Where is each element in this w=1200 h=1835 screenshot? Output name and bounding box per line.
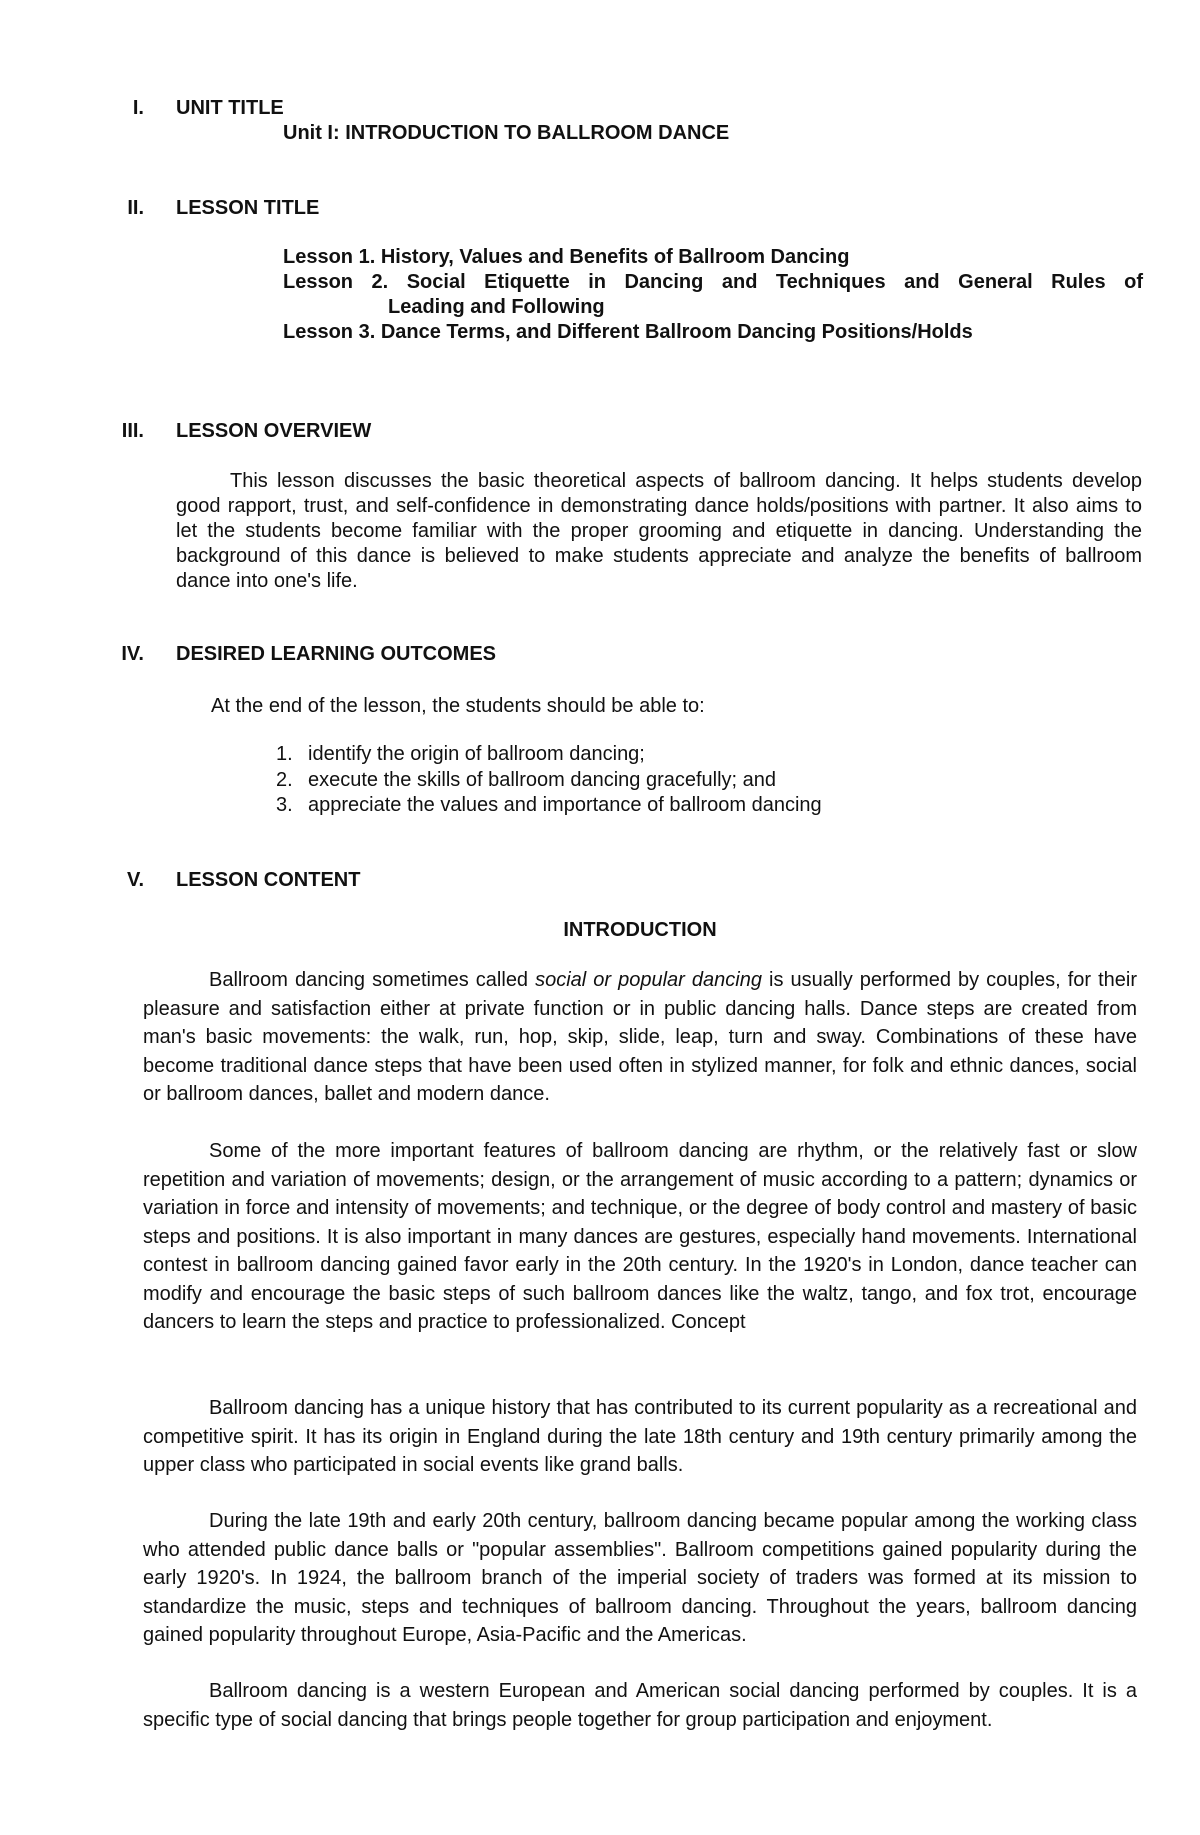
content-paragraph-1 xyxy=(143,966,1137,1109)
section-heading-unit-title: UNIT TITLE xyxy=(176,97,284,119)
list-item-number: 3. xyxy=(276,794,293,816)
overview-paragraph: This lesson discusses the basic theoretical aspects of ballroom dancing. It helps students develop good rapport, trust, and self-confidence in demonstrating dance holds/positions with partner. It also aims to let the students become familiar with the proper grooming and etiquette in dancing. Understanding the background of this dance is believed to make students appreciate and analyze the benefits of ballroom dance into one's life. xyxy=(176,470,1142,592)
outcomes-list xyxy=(276,742,1136,819)
content-paragraph-2: Some of the more important features of ballroom dancing are rhythm, or the relatively fast or slow repetition and variation of movements; design, or the arrangement of music according to a pattern; dynamics or variation in force and intensity of movements; and technique, or the degree of body control and mastery of basic steps and positions. It is also important in many dances are gestures, especially hand movements. International contest in ballroom dancing gained favor early in the 20th century. In the 1920's in London, dance teacher can modify and encourage the basic steps of such ballroom dances like the waltz, tango, and fox trot, encourage dancers to learn the steps and practice to professionalized. Concept xyxy=(143,1140,1137,1333)
subheading-introduction xyxy=(0,919,1200,942)
list-item-text: identify the origin of ballroom dancing; xyxy=(308,743,645,765)
lesson-2-title-continued: Leading and Following xyxy=(388,296,605,318)
emphasized-text: social or popular dancing xyxy=(535,969,762,991)
lesson-2-title: Lesson 2. Social Etiquette in Dancing and Techniques and General Rules of xyxy=(283,271,1143,293)
unit-title: Unit I: INTRODUCTION TO BALLROOM DANCE xyxy=(283,122,730,144)
list-item xyxy=(276,742,1136,768)
outcomes-intro: At the end of the lesson, the students should be able to: xyxy=(211,695,705,717)
section-heading-lesson-content: LESSON CONTENT xyxy=(176,869,361,891)
lesson-3-title: Lesson 3. Dance Terms, and Different Ballroom Dancing Positions/Holds xyxy=(283,321,973,343)
content-paragraph-4: During the late 19th and early 20th century, ballroom dancing became popular among the working class who attended public dance balls or "popular assemblies". Ballroom competitions gained popularity during the early 1920's. In 1924, the ballroom branch of the imperial society of traders was formed at its mission to standardize the music, steps and techniques of ballroom dancing. Throughout the years, ballroom dancing gained popularity throughout Europe, Asia-Pacific and the Americas. xyxy=(143,1510,1137,1646)
content-paragraph-5: Ballroom dancing is a western European and American social dancing performed by couples. It is a specific type of social dancing that brings people together for group participation and enjoyment. xyxy=(143,1680,1137,1731)
list-item xyxy=(276,793,1136,819)
list-item-number: 1. xyxy=(276,743,293,765)
section-number-1: I. xyxy=(132,97,144,119)
introduction-label: INTRODUCTION xyxy=(563,919,717,941)
paragraph-text: Ballroom dancing sometimes called xyxy=(209,969,536,991)
section-number-4: IV. xyxy=(121,643,144,665)
list-item-text: appreciate the values and importance of ballroom dancing xyxy=(308,794,822,816)
list-item xyxy=(276,768,1136,794)
list-item-number: 2. xyxy=(276,768,293,791)
content-paragraph-3: Ballroom dancing has a unique history that has contributed to its current popularity as a recreational and competitive spirit. It has its origin in England during the late 18th century and 19th century primarily among the upper class who participated in social events like grand balls. xyxy=(143,1397,1137,1476)
paragraph-text: is usually performed by couples, for their pleasure and satisfaction either at private function or in public dancing halls. Dance steps are created from man's basic movements: the walk, run, hop, skip, slide, leap, turn and sway. Combinations of these have become traditional dance steps that have been used often in stylized manner, for folk and ethnic dances, social or ballroom dances, ballet and modern dance. xyxy=(143,969,1137,1105)
lesson-1-title: Lesson 1. History, Values and Benefits of Ballroom Dancing xyxy=(283,246,850,268)
section-heading-lesson-title: LESSON TITLE xyxy=(176,197,320,219)
section-number-2: II. xyxy=(127,197,144,219)
list-item-text: execute the skills of ballroom dancing gracefully; and xyxy=(308,768,777,791)
section-heading-lesson-overview: LESSON OVERVIEW xyxy=(176,420,372,442)
section-number-3: III. xyxy=(121,420,144,442)
section-heading-desired-learning-outcomes: DESIRED LEARNING OUTCOMES xyxy=(176,643,497,665)
section-number-5: V. xyxy=(126,869,144,891)
